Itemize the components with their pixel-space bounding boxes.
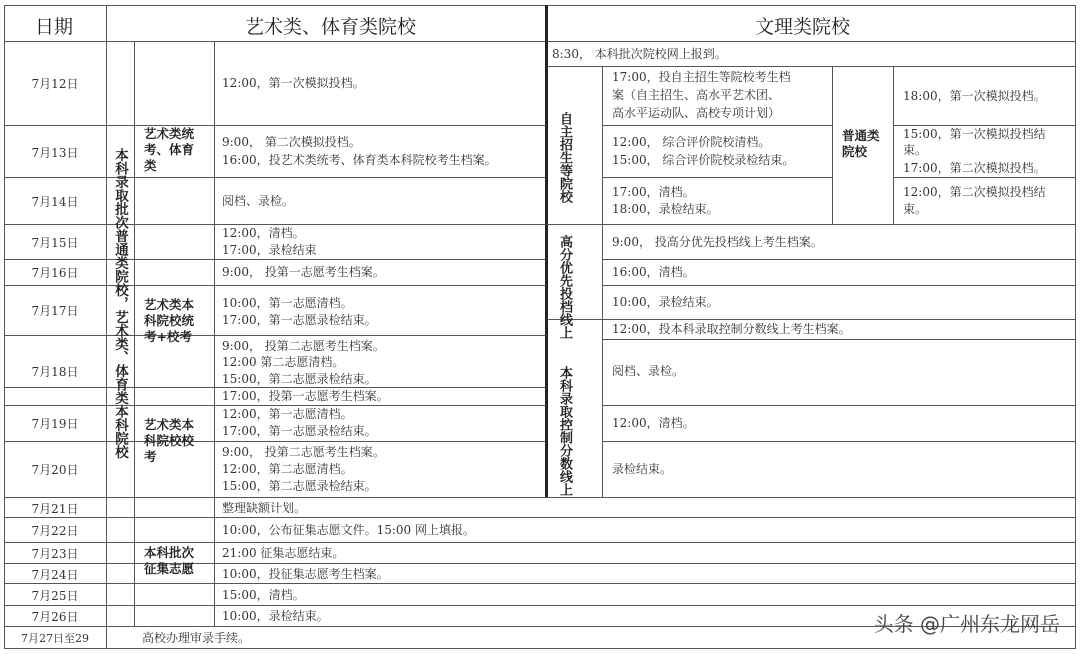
batch-label: 本科录取批次普通类院校，艺术类、体育类本科院校	[112, 148, 128, 459]
batch-col-divider	[134, 41, 135, 627]
schedule-entry: 17:00，第一志愿录检结束。	[222, 313, 377, 327]
header-liberal-science: 文理类院校	[755, 16, 851, 38]
schedule-entry: 18:00，第一次模拟投档。	[903, 89, 1046, 103]
schedule-entry: 9:00， 投第二志愿考生档案。	[222, 339, 385, 353]
schedule-entry: 9:00， 投第二志愿考生档案。	[222, 445, 385, 459]
row-line	[4, 125, 546, 126]
schedule-entry: 12:00， 综合评价院校清档。	[612, 135, 771, 149]
header-art-sports: 艺术类、体育类院校	[245, 16, 417, 38]
sci-line	[547, 66, 1076, 67]
date-cell: 7月15日	[31, 236, 79, 250]
date-cell: 7月14日	[31, 195, 79, 209]
date-cell: 7月16日	[31, 266, 79, 280]
schedule-entry: 12:00，第一次模拟投档。	[222, 76, 365, 90]
schedule-entry: 9:00， 投高分优先投档线上考生档案。	[612, 235, 823, 249]
schedule-entry: 17:00，投第一志愿考生档案。	[222, 389, 389, 403]
art-group-label: 本科批次 征集志愿	[144, 545, 195, 576]
schedule-entry: 束。	[903, 143, 928, 157]
schedule-entry: 15:00，第二志愿录检结束。	[222, 372, 377, 386]
row-line	[4, 177, 546, 178]
row-line	[4, 583, 1076, 584]
sci-line	[602, 285, 1076, 286]
sci-line	[602, 259, 1076, 260]
sci-registration: 8:30， 本科批次院校网上报到。	[552, 47, 727, 61]
table-border-top	[4, 5, 1076, 6]
schedule-entry: 17:00，第二次模拟投档。	[903, 161, 1046, 175]
schedule-entry: 17:00，录检结束	[222, 243, 317, 257]
art-group-sep	[134, 387, 214, 388]
schedule-entry: 17:00，清档。	[612, 185, 695, 199]
schedule-entry: 高校办理审录手续。	[142, 631, 251, 645]
sci-col-divider	[893, 66, 894, 224]
date-cell: 7月12日	[31, 77, 79, 91]
schedule-entry: 12:00 第二志愿清档。	[222, 355, 345, 369]
sci-line	[893, 177, 1076, 178]
date-cell: 7月25日	[31, 589, 79, 603]
schedule-entry: 阅档、录检。	[612, 364, 685, 378]
header-date: 日期	[35, 16, 74, 38]
schedule-entry: 12:00，清档。	[222, 226, 305, 240]
date-cell: 7月24日	[31, 568, 79, 582]
schedule-entry: 整理缺额计划。	[222, 501, 307, 515]
date-cell: 7月13日	[31, 146, 79, 160]
date-cell: 7月27日至29	[21, 632, 89, 645]
schedule-entry: 10:00，录检结束。	[222, 609, 329, 623]
sci-line	[602, 177, 832, 178]
sci-normal-label: 普通类 院校	[842, 128, 880, 159]
schedule-entry: 12:00，清档。	[612, 416, 695, 430]
schedule-entry: 17:00，第一志愿录检结束。	[222, 424, 377, 438]
row-line	[4, 517, 1076, 518]
schedule-entry: 12:00，第二志愿清档。	[222, 462, 353, 476]
date-cell: 7月19日	[31, 417, 79, 431]
art-group-label: 艺术类本 科院校校 考	[144, 417, 195, 464]
schedule-entry: 10:00，录检结束。	[612, 295, 719, 309]
art-group-label: 艺术类本 科院校统 考+校考	[144, 297, 195, 344]
schedule-entry: 21:00 征集志愿结束。	[222, 546, 345, 560]
sci-line	[602, 125, 832, 126]
schedule-entry: 17:00，投自主招生等院校考生档	[612, 70, 791, 84]
schedule-entry: 15:00，清档。	[222, 588, 305, 602]
art-group-label: 艺术类统 考、体育 类	[144, 126, 195, 173]
sci-line	[602, 441, 1076, 442]
art-group-sep	[134, 497, 214, 498]
schedule-entry: 16:00，清档。	[612, 265, 695, 279]
row-line	[4, 335, 546, 336]
row-line	[4, 542, 1076, 543]
table-border-bottom	[4, 648, 1076, 649]
sci-line	[547, 319, 1076, 320]
date-cell: 7月22日	[31, 524, 79, 538]
date-cell: 7月17日	[31, 304, 79, 318]
date-cell: 7月20日	[31, 463, 79, 477]
schedule-entry: 12:00，第一志愿清档。	[222, 407, 353, 421]
schedule-entry: 案（自主招生、高水平艺术团、	[612, 88, 781, 102]
section-divider	[545, 5, 548, 498]
schedule-entry: 15:00，第二志愿录检结束。	[222, 479, 377, 493]
schedule-entry: 9:00， 第二次模拟投档。	[222, 135, 361, 149]
schedule-entry: 10:00，第一志愿清档。	[222, 296, 353, 310]
sci-line	[602, 405, 1076, 406]
art-group-sep	[134, 259, 214, 260]
sci-control-label: 本科录取控制分数线上	[557, 366, 572, 496]
table-border-right	[1075, 5, 1076, 649]
date-cell: 7月18日	[31, 365, 79, 379]
schedule-entry: 12:00，第二次模拟投档结	[903, 185, 1046, 199]
sci-self-enroll-label: 自主招生等院校	[557, 112, 572, 203]
schedule-entry: 10:00，投征集志愿考生档案。	[222, 567, 389, 581]
schedule-entry: 9:00， 投第一志愿考生档案。	[222, 265, 385, 279]
sci-col-divider	[832, 66, 833, 224]
schedule-entry: 束。	[903, 202, 928, 216]
schedule-entry: 阅档、录检。	[222, 194, 295, 208]
sci-line	[547, 224, 1076, 225]
row-line	[4, 259, 546, 260]
art-group-col-divider	[214, 41, 215, 627]
header-divider	[4, 41, 1076, 42]
sci-col-divider	[602, 66, 603, 498]
schedule-entry: 18:00，录检结束。	[612, 202, 719, 216]
row-line	[4, 605, 1076, 606]
watermark: 头条 @广州东龙网岳	[873, 612, 1060, 636]
schedule-entry: 录检结束。	[612, 462, 673, 476]
schedule-entry: 15:00， 综合评价院校录检结束。	[612, 153, 795, 167]
date-cell: 7月26日	[31, 610, 79, 624]
schedule-entry: 16:00，投艺术类统考、体育类本科院校考生档案。	[222, 153, 497, 167]
row-line	[4, 285, 546, 286]
schedule-entry: 高水平运动队、高校专项计划）	[612, 106, 781, 120]
schedule-entry: 15:00，第一次模拟投档结	[903, 127, 1046, 141]
row-line	[4, 441, 546, 442]
sci-line	[602, 339, 1076, 340]
date-cell: 7月23日	[31, 547, 79, 561]
date-col-divider	[106, 5, 107, 649]
sci-high-score-label: 高分优先投档线上	[557, 235, 572, 339]
schedule-entry: 10:00，公布征集志愿文件。15:00 网上填报。	[222, 523, 475, 537]
sci-control-head: 12:00，投本科录取控制分数线上考生档案。	[612, 322, 851, 336]
date-cell: 7月21日	[31, 502, 79, 516]
